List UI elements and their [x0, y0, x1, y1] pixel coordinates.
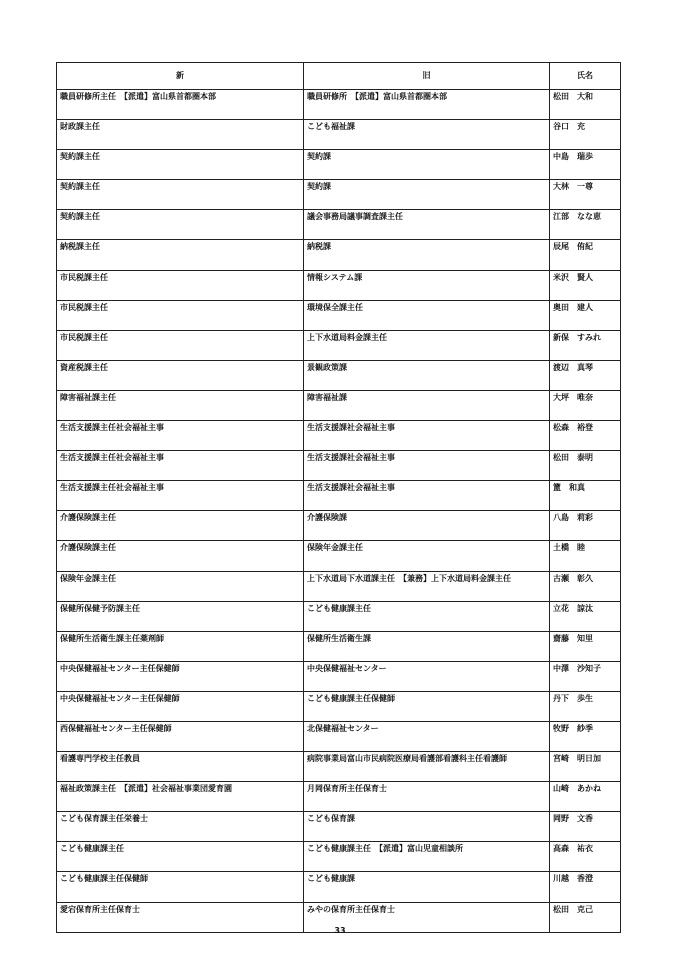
table-row	[57, 481, 621, 511]
old-position-cell: こども保育課	[304, 812, 550, 842]
new-position-cell: 市民税課主任	[57, 330, 304, 360]
table-row	[57, 150, 621, 180]
name-cell: 土橋 睦	[550, 541, 621, 571]
old-position-cell: 介護保険課	[304, 511, 550, 541]
table-row	[57, 90, 621, 120]
name-cell: 奥田 建人	[550, 300, 621, 330]
name-cell: 岡野 文香	[550, 812, 621, 842]
table-row	[57, 120, 621, 150]
new-position-cell: 資産税課主任	[57, 360, 304, 390]
table-row	[57, 812, 621, 842]
table-row	[57, 541, 621, 571]
name-cell: 齋藤 知里	[550, 631, 621, 661]
new-position-cell: 中央保健福祉センター主任保健師	[57, 661, 304, 691]
new-position-cell: 障害福祉課主任	[57, 390, 304, 420]
name-cell: 古瀬 彰久	[550, 571, 621, 601]
name-cell: 中島 瑞歩	[550, 150, 621, 180]
old-position-cell: 保健所生活衛生課	[304, 631, 550, 661]
name-cell: 松田 克己	[550, 902, 621, 932]
new-position-cell: 中央保健福祉センター主任保健師	[57, 691, 304, 721]
table-row	[57, 571, 621, 601]
new-position-cell: 保健所生活衛生課主任薬剤師	[57, 631, 304, 661]
name-cell: 渡辺 真琴	[550, 360, 621, 390]
old-position-cell: 生活支援課社会福祉主事	[304, 481, 550, 511]
name-cell: 丹下 歩生	[550, 691, 621, 721]
new-position-cell: こども健康課主任保健師	[57, 872, 304, 902]
table-row	[57, 451, 621, 481]
old-position-cell: 障害福祉課	[304, 390, 550, 420]
name-cell: 川越 香澄	[550, 872, 621, 902]
table-body	[57, 90, 621, 933]
new-position-cell: 市民税課主任	[57, 300, 304, 330]
page-number: 33	[334, 926, 346, 935]
table-row	[57, 601, 621, 631]
table-row	[57, 872, 621, 902]
old-position-cell: こども福祉課	[304, 120, 550, 150]
new-position-cell: こども健康課主任	[57, 842, 304, 872]
name-cell: 牧野 紗季	[550, 721, 621, 751]
old-position-cell: 議会事務局議事調査課主任	[304, 210, 550, 240]
table-row	[57, 360, 621, 390]
name-cell: 大林 一尊	[550, 180, 621, 210]
name-cell: 中澤 沙知子	[550, 661, 621, 691]
table-row	[57, 661, 621, 691]
personnel-transfer-table	[56, 62, 621, 933]
new-position-cell: 契約課主任	[57, 210, 304, 240]
name-cell: 江部 なな恵	[550, 210, 621, 240]
new-position-cell: こども保育課主任栄養士	[57, 812, 304, 842]
table-row	[57, 240, 621, 270]
table-row	[57, 210, 621, 240]
header-new-position: 新	[57, 63, 304, 90]
new-position-cell: 介護保険課主任	[57, 511, 304, 541]
name-cell: 大坪 唯奈	[550, 390, 621, 420]
name-cell: 谷口 充	[550, 120, 621, 150]
table-row	[57, 511, 621, 541]
name-cell: 松田 泰明	[550, 451, 621, 481]
old-position-cell: こども健康課主任	[304, 601, 550, 631]
table-row	[57, 691, 621, 721]
table-row	[57, 421, 621, 451]
new-position-cell: 職員研修所主任 【派遣】富山県首都圏本部	[57, 90, 304, 120]
new-position-cell: 納税課主任	[57, 240, 304, 270]
name-cell: 立花 諒汰	[550, 601, 621, 631]
old-position-cell: 生活支援課社会福祉主事	[304, 421, 550, 451]
table-row	[57, 782, 621, 812]
table-row	[57, 180, 621, 210]
new-position-cell: 財政課主任	[57, 120, 304, 150]
old-position-cell: こども健康課主任 【派遣】富山児童相談所	[304, 842, 550, 872]
new-position-cell: 福祉政策課主任 【派遣】社会福祉事業団愛育園	[57, 782, 304, 812]
header-name: 氏名	[550, 63, 621, 90]
old-position-cell: 北保健福祉センター	[304, 721, 550, 751]
table-row	[57, 390, 621, 420]
table-header-row	[57, 63, 621, 90]
new-position-cell: 保険年金課主任	[57, 571, 304, 601]
new-position-cell: 市民税課主任	[57, 270, 304, 300]
new-position-cell: 生活支援課主任社会福祉主事	[57, 481, 304, 511]
old-position-cell: こども健康課	[304, 872, 550, 902]
table-row	[57, 721, 621, 751]
old-position-cell: 景観政策課	[304, 360, 550, 390]
name-cell: 八島 莉彩	[550, 511, 621, 541]
table-row	[57, 842, 621, 872]
name-cell: 高森 祐衣	[550, 842, 621, 872]
old-position-cell: 環境保全課主任	[304, 300, 550, 330]
old-position-cell: 納税課	[304, 240, 550, 270]
table-row	[57, 330, 621, 360]
name-cell: 宮崎 明日加	[550, 752, 621, 782]
new-position-cell: 介護保険課主任	[57, 541, 304, 571]
old-position-cell: 上下水道局下水道課主任 【兼務】上下水道局料金課主任	[304, 571, 550, 601]
old-position-cell: みやの保育所主任保育士	[304, 902, 550, 932]
name-cell: 山崎 あかね	[550, 782, 621, 812]
old-position-cell: 契約課	[304, 180, 550, 210]
old-position-cell: 生活支援課社会福祉主事	[304, 451, 550, 481]
header-old-position: 旧	[304, 63, 550, 90]
new-position-cell: 看護専門学校主任教員	[57, 752, 304, 782]
new-position-cell: 生活支援課主任社会福祉主事	[57, 421, 304, 451]
new-position-cell: 西保健福祉センター主任保健師	[57, 721, 304, 751]
old-position-cell: 病院事業局富山市民病院医療局看護部看護科主任看護師	[304, 752, 550, 782]
table-row	[57, 270, 621, 300]
old-position-cell: 情報システム課	[304, 270, 550, 300]
table-row	[57, 300, 621, 330]
old-position-cell: 保険年金課主任	[304, 541, 550, 571]
old-position-cell: 上下水道局料金課主任	[304, 330, 550, 360]
old-position-cell: 契約課	[304, 150, 550, 180]
name-cell: 新保 すみれ	[550, 330, 621, 360]
name-cell: 辰尾 侑紀	[550, 240, 621, 270]
new-position-cell: 愛宕保育所主任保育士	[57, 902, 304, 932]
name-cell: 松森 裕登	[550, 421, 621, 451]
new-position-cell: 保健所保健予防課主任	[57, 601, 304, 631]
table-row	[57, 752, 621, 782]
new-position-cell: 契約課主任	[57, 180, 304, 210]
new-position-cell: 生活支援課主任社会福祉主事	[57, 451, 304, 481]
old-position-cell: 職員研修所 【派遣】富山県首都圏本部	[304, 90, 550, 120]
name-cell: 米沢 賢人	[550, 270, 621, 300]
old-position-cell: 月岡保育所主任保育士	[304, 782, 550, 812]
name-cell: 松田 大和	[550, 90, 621, 120]
old-position-cell: こども健康課主任保健師	[304, 691, 550, 721]
new-position-cell: 契約課主任	[57, 150, 304, 180]
name-cell: 簠 和真	[550, 481, 621, 511]
table-row	[57, 631, 621, 661]
old-position-cell: 中央保健福祉センター	[304, 661, 550, 691]
